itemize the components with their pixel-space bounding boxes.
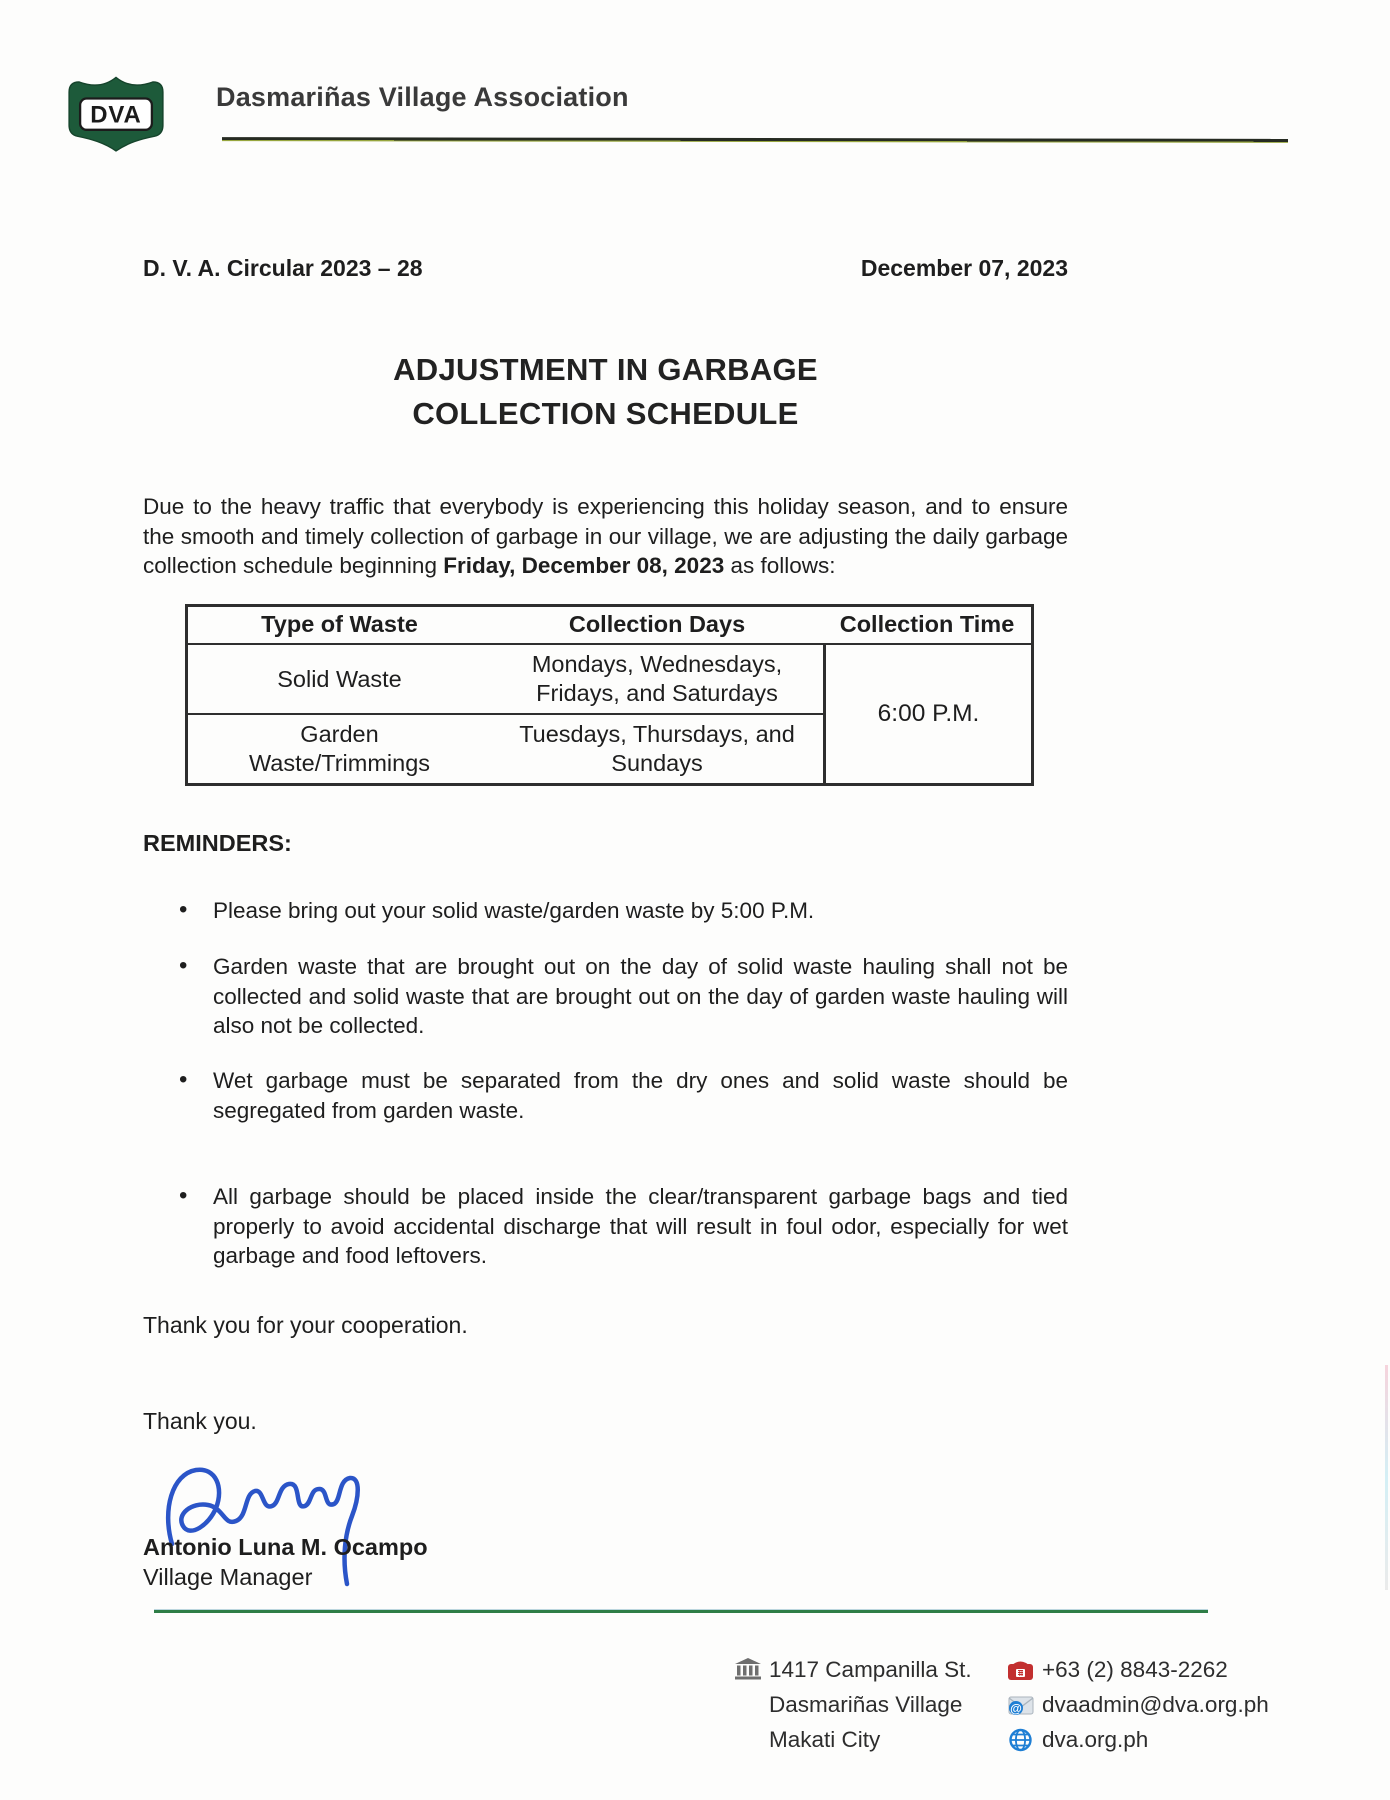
footer-divider	[154, 1609, 1208, 1613]
list-item: • All garbage should be placed inside the clear/transparent garbage bags and tied properly to avoid accidental discharge that will result in foul odor, especially for wet garbage and food leftovers.	[213, 1182, 1068, 1271]
globe-icon	[1007, 1728, 1034, 1752]
intro-paragraph	[143, 492, 1068, 581]
intro-effective-date: Friday, December 08, 2023	[443, 553, 725, 578]
cell-waste-type	[188, 665, 491, 694]
logo-text: DVA	[90, 101, 142, 129]
schedule-table-header-row	[188, 607, 1031, 645]
closing-thanks: Thank you.	[143, 1408, 257, 1434]
footer-phone-row	[1007, 1652, 1269, 1687]
footer-email-row	[1007, 1687, 1269, 1722]
email-icon	[1007, 1693, 1034, 1717]
document-title-line1: ADJUSTMENT IN GARBAGE	[393, 352, 818, 387]
document-title	[143, 348, 1068, 436]
intro-text-post: as follows:	[724, 553, 836, 578]
col-header-collection-days: Collection Days	[568, 611, 746, 637]
intro-text-pre: Due to the heavy traffic that everybody is experiencing this holiday season, and to ensure the smooth and timely collection of garbage in our village, we are adjusting the daily garbage collection schedule beginning	[143, 494, 1068, 578]
garden-waste-days: Tuesdays, Thursdays, and Sundays	[519, 721, 795, 776]
circular-number: D. V. A. Circular 2023 – 28	[143, 255, 423, 281]
cell-collection-days	[491, 720, 823, 778]
address-line: Makati City	[769, 1727, 881, 1752]
footer-address-row	[734, 1652, 972, 1687]
list-item: • Wet garbage must be separated from the dry ones and solid waste should be segregated from garden waste.	[213, 1066, 1068, 1125]
phone-icon	[1007, 1658, 1034, 1682]
address-line: 1417 Campanilla St.	[769, 1657, 972, 1682]
schedule-table	[185, 604, 1034, 786]
signatory-name: Antonio Luna M. Ocampo	[143, 1534, 428, 1560]
solid-waste-label: Solid Waste	[277, 665, 402, 692]
list-item: • Please bring out your solid waste/garden waste by 5:00 P.M.	[213, 896, 1068, 926]
email-address: dvaadmin@dva.org.ph	[1042, 1692, 1269, 1717]
schedule-waste-rows	[188, 645, 823, 783]
svg-text:@: @	[1010, 1701, 1022, 1715]
dva-logo	[60, 70, 172, 162]
footer-website-row	[1007, 1722, 1269, 1757]
cell-collection-days	[491, 650, 823, 708]
schedule-table-body	[188, 645, 1031, 783]
col-header-collection-time: Collection Time	[839, 611, 1015, 637]
table-row	[188, 645, 823, 715]
solid-waste-days: Mondays, Wednesdays, Fridays, and Saturdays	[531, 651, 783, 706]
footer-address-row	[734, 1722, 972, 1757]
website-url: dva.org.ph	[1042, 1727, 1149, 1752]
scan-artifact	[1385, 1365, 1388, 1590]
footer-contact-block	[1007, 1652, 1269, 1757]
closing-cooperation: Thank you for your cooperation.	[143, 1312, 468, 1338]
meta-row	[143, 255, 1068, 282]
document-title-line2: COLLECTION SCHEDULE	[412, 396, 799, 431]
reminders-heading: REMINDERS:	[143, 830, 292, 856]
cell-collection-time-merged: 6:00 P.M.	[823, 645, 1031, 783]
footer-address-block	[734, 1652, 972, 1757]
cell-waste-type	[188, 720, 491, 778]
footer-address-row	[734, 1687, 972, 1722]
col-header-type-of-waste: Type of Waste	[261, 611, 418, 637]
address-line: Dasmariñas Village	[769, 1692, 963, 1717]
header-divider	[222, 137, 1288, 143]
list-item: • Garden waste that are brought out on the day of solid waste hauling shall not be collected and solid waste that are brought out on the day of garden waste hauling will also not be collected.	[213, 952, 1068, 1041]
phone-number: +63 (2) 8843-2262	[1042, 1657, 1228, 1682]
building-icon	[734, 1657, 762, 1681]
garden-waste-label: Garden Waste/Trimmings	[248, 721, 431, 776]
circular-date: December 07, 2023	[860, 255, 1068, 281]
signatory-title: Village Manager	[143, 1564, 313, 1590]
table-row	[188, 715, 823, 783]
org-name: Dasmariñas Village Association	[216, 82, 629, 112]
